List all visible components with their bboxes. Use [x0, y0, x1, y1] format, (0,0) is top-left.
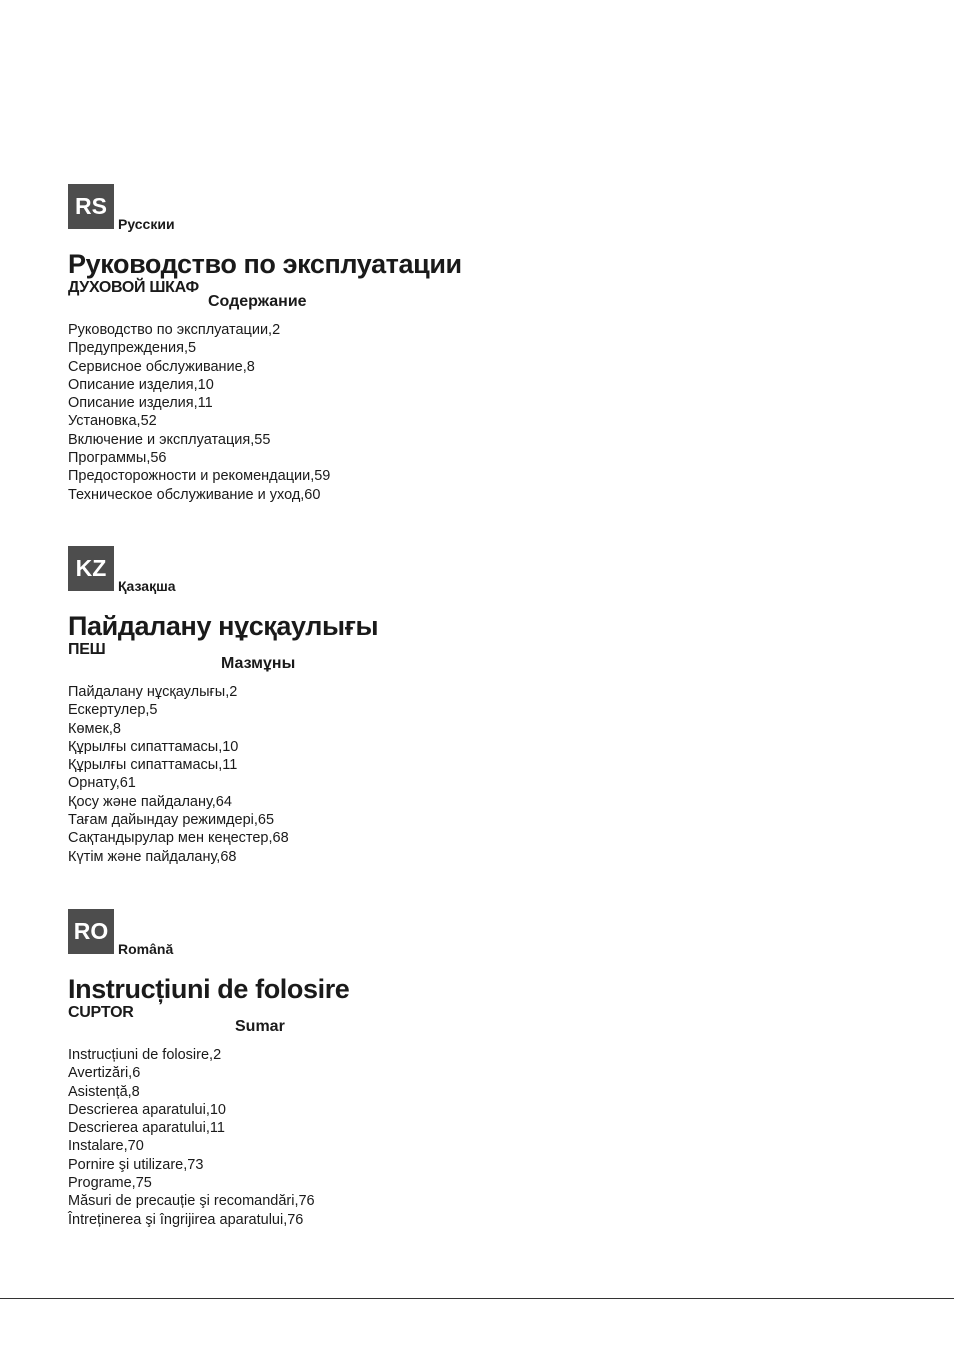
language-code-badge: RS [68, 184, 114, 229]
table-of-contents [68, 1046, 315, 1229]
toc-item: Descrierea aparatului,11 [68, 1120, 225, 1137]
language-code-badge: RO [68, 909, 114, 954]
toc-item: Descrierea aparatului,10 [68, 1101, 226, 1118]
toc-item: Предупреждения,5 [68, 340, 197, 357]
table-of-contents [68, 683, 289, 866]
document-title: Пайдалану нұсқаулығы [68, 611, 379, 641]
toc-item: Техническое обслуживание и уход,60 [68, 486, 321, 503]
toc-item: Орнату,61 [68, 775, 136, 792]
toc-item: Asistență,8 [68, 1083, 140, 1100]
document-title: Instrucțiuni de folosire [68, 974, 350, 1004]
product-name: CUPTOR [68, 1004, 134, 1021]
toc-item: Предосторожности и рекомендации,59 [68, 468, 331, 485]
contents-heading: Содержание [208, 293, 307, 310]
toc-item: Programe,75 [68, 1175, 152, 1192]
language-name: Română [118, 941, 174, 957]
toc-item: Қосу және пайдалану,64 [68, 793, 232, 810]
toc-item: Құрылғы сипаттамасы,11 [68, 757, 238, 774]
table-of-contents [68, 321, 330, 504]
contents-heading: Мазмұны [221, 655, 296, 672]
language-name: Қазақша [118, 578, 176, 594]
section-ro [68, 909, 888, 1239]
toc-item: Включение и эксплуатация,55 [68, 431, 271, 448]
toc-item: Пайдалану нұсқаулығы,2 [68, 684, 238, 700]
toc-item: Măsuri de precauție şi recomandări,76 [68, 1193, 315, 1210]
toc-item: Întreținerea şi îngrijirea aparatului,76 [68, 1211, 304, 1228]
toc-item: Руководство по эксплуатации,2 [68, 322, 281, 338]
toc-item: Тағам дайындау режимдері,65 [68, 812, 275, 829]
document-title: Руководство по эксплуатации [68, 249, 462, 279]
toc-item: Көмек,8 [68, 720, 121, 737]
toc-item: Сервисное обслуживание,8 [68, 358, 255, 375]
toc-item: Instalare,70 [68, 1138, 144, 1155]
product-name: ПЕШ [68, 641, 106, 658]
language-name: Русскии [118, 216, 175, 232]
section-kz [68, 546, 888, 876]
toc-item: Күтім және пайдалану,68 [68, 848, 237, 865]
product-name: ДУХОВОЙ ШКАФ [68, 279, 199, 296]
toc-item: Instrucțiuni de folosire,2 [68, 1047, 222, 1063]
toc-item: Установка,52 [68, 413, 157, 430]
toc-item: Сақтандырулар мен кеңестер,68 [68, 830, 289, 847]
footer-divider [0, 1298, 954, 1299]
toc-item: Описание изделия,11 [68, 395, 213, 412]
toc-item: Ескертулер,5 [68, 702, 158, 719]
toc-item: Программы,56 [68, 450, 167, 467]
section-rs [68, 184, 888, 514]
language-code-badge: KZ [68, 546, 114, 591]
toc-item: Avertizări,6 [68, 1065, 141, 1082]
toc-item: Pornire şi utilizare,73 [68, 1156, 204, 1173]
contents-heading: Sumar [235, 1018, 285, 1035]
toc-item: Описание изделия,10 [68, 376, 214, 393]
toc-item: Құрылғы сипаттамасы,10 [68, 738, 239, 755]
